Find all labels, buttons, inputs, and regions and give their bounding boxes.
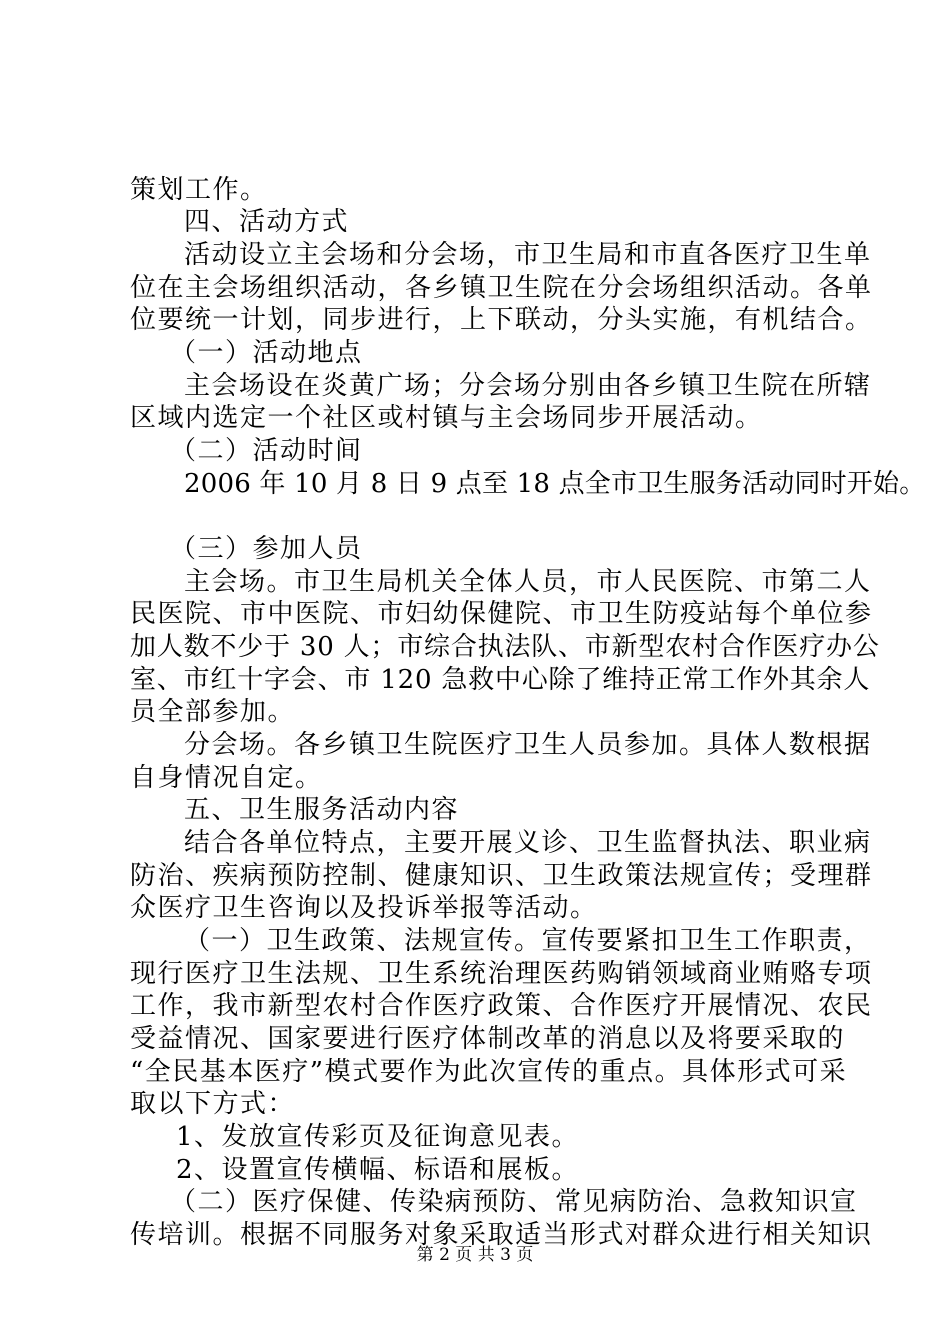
text-line: 防治、疾病预防控制、健康知识、卫生政策法规宣传；受理群	[130, 861, 873, 891]
text-line: 活动设立主会场和分会场，市卫生局和市直各医疗卫生单	[184, 240, 872, 270]
text-line: 民医院、市中医院、市妇幼保健院、市卫生防疫站每个单位参	[130, 599, 873, 629]
subsection-heading: （二）活动时间	[170, 436, 363, 466]
page-footer: 第 2 页 共 3 页	[416, 1245, 534, 1265]
subsection-heading: （三）参加人员	[170, 534, 363, 564]
text-line: 位在主会场组织活动，各乡镇卫生院在分会场组织活动。各单	[130, 273, 873, 303]
text-line: 位要统一计划，同步进行，上下联动，分头实施，有机结合。	[130, 305, 873, 335]
text-line: 室、市红十字会、市 120 急救中心除了维持正常工作外其余人	[130, 665, 871, 695]
text-line: 加人数不少于 30 人；市综合执法队、市新型农村合作医疗办公	[130, 632, 880, 662]
text-line: 现行医疗卫生法规、卫生系统治理医药购销领域商业贿赂专项	[130, 959, 873, 989]
text-line: 工作，我市新型农村合作医疗政策、合作医疗开展情况、农民	[130, 991, 873, 1021]
text-line: （一）卫生政策、法规宣传。宣传要紧扣卫生工作职责，	[184, 926, 872, 956]
list-item: 1、发放宣传彩页及征询意见表。	[176, 1122, 580, 1152]
text-line: 受益情况、国家要进行医疗体制改革的消息以及将要采取的	[130, 1024, 846, 1054]
text-line: 分会场。各乡镇卫生院医疗卫生人员参加。具体人数根据	[184, 730, 872, 760]
section-heading: 四、活动方式	[184, 207, 350, 237]
text-line: 主会场。市卫生局机关全体人员，市人民医院、市第二人	[184, 567, 872, 597]
section-heading: 五、卫生服务活动内容	[184, 795, 460, 825]
text-line: （二）医疗保健、传染病预防、常见病防治、急救知识宣	[170, 1187, 858, 1217]
text-line: 传培训。根据不同服务对象采取适当形式对群众进行相关知识	[130, 1220, 873, 1250]
text-line: 2006 年 10 月 8 日 9 点至 18 点全市卫生服务活动同时开始。	[184, 469, 926, 499]
text-line: 主会场设在炎黄广场；分会场分别由各乡镇卫生院在所辖	[184, 371, 872, 401]
text-line: 结合各单位特点，主要开展义诊、卫生监督执法、职业病	[184, 828, 872, 858]
text-line: 员全部参加。	[130, 697, 296, 727]
subsection-heading: （一）活动地点	[170, 338, 363, 368]
text-line: 策划工作。	[130, 175, 268, 205]
text-line: 取以下方式：	[130, 1089, 296, 1119]
text-line: 自身情况自定。	[130, 763, 323, 793]
text-line: “全民基本医疗”模式要作为此次宣传的重点。具体形式可采	[130, 1057, 848, 1087]
text-line: 众医疗卫生咨询以及投诉举报等活动。	[130, 893, 598, 923]
text-line: 区域内选定一个社区或村镇与主会场同步开展活动。	[130, 403, 763, 433]
list-item: 2、设置宣传横幅、标语和展板。	[176, 1155, 580, 1185]
